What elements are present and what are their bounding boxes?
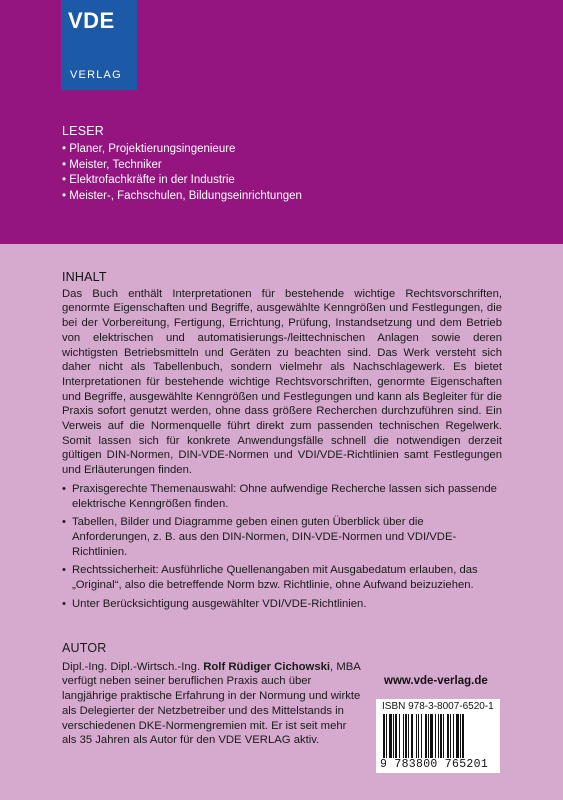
website-link[interactable]: www.vde-verlag.de <box>384 675 488 687</box>
leser-item: • Planer, Projektierungsingenieure <box>62 143 236 155</box>
inhalt-bullet: • Praxisgerechte Themenauswahl: Ohne aufwendige Recherche lassen sich passende elektrische Kenngrößen finden. <box>62 482 497 510</box>
logo-brand: VDE <box>68 8 115 33</box>
leser-heading: LESER <box>62 124 104 138</box>
leser-item: • Elektrofachkräfte in der Industrie <box>62 174 235 186</box>
barcode <box>376 699 500 773</box>
inhalt-bullet: • Tabellen, Bilder und Diagramme geben einen guten Überblick über die Anforderungen, z. B. aus den DIN-Normen, DIN-VDE-Normen und VDI/VDE-Richtlinien. <box>62 516 457 558</box>
autor-name: Rolf Rüdiger Cichowski <box>203 660 331 673</box>
barcode-bars <box>383 714 493 758</box>
inhalt-bullet: • Unter Berücksichtigung ausgewählter VDI/VDE-Richtlinien. <box>62 597 367 610</box>
inhalt-bullet: • Rechtssicherheit: Ausführliche Quellenangaben mit Ausgabedatum erlauben, das „Original“, also die betreffende Norm bzw. Richtlinie, ohne Aufwand beizuziehen. <box>62 564 478 592</box>
autor-heading: AUTOR <box>62 641 107 655</box>
autor-bio: Dipl.-Ing. Dipl.-Wirtsch.-Ing. Rolf Rüdiger Cichowski, MBA verfügt neben seiner beruflichen Praxis auch über langjährige praktische Erfahrung in der Normung und wirkte als Delegierter der Netzbetreiber und des Mittelstands in verschiedenen DKE-Normengremien mit. Er ist seit mehr als 35 Jahren als Autor für den VDE VERLAG aktiv. <box>62 660 361 747</box>
autor-section <box>62 641 362 748</box>
inhalt-heading: INHALT <box>62 270 107 284</box>
isbn-label: ISBN 978-3-8007-6520-1 <box>382 701 494 712</box>
leser-section <box>62 124 532 204</box>
inhalt-section <box>62 270 502 611</box>
top-band <box>0 0 563 244</box>
leser-item: • Meister-, Fachschulen, Bildungseinrichtungen <box>62 189 302 202</box>
logo-subtitle: VERLAG <box>70 69 122 81</box>
barcode-digits: 9 783800 765201 <box>380 758 489 771</box>
leser-item: • Meister, Techniker <box>62 158 162 171</box>
inhalt-paragraph: Das Buch enthält Interpretationen für bestehende wichtige Rechtsvorschriften, genormte Eigenschaften und Begriffe, ausgewählte Kenngrößen und Festlegungen, die bei der Vorbereitung, Fertigung, Errichtung, Prüfung, Instandsetzung und dem Betrieb von elektrischen und automatisierungs-/leittechnischen Anlagen sowie deren wichtigsten Betriebsmitteln und Geräten zu beachten sind. Das Werk versteht sich daher nicht als Tabellenbuch, sondern vielmehr als Nachschlagewerk. Es bietet Interpretationen für bestehende wichtige Rechtsvorschriften, genormte Eigenschaften und Begriffe, ausgewählte Kenngrößen und Festlegungen und kann als Begleiter für die Praxis sofort genutzt werden, ohne dass größere Recherchen durchzuführen sind. Ein Verweis auf die Normenquelle führt direkt zum passenden technischen Regelwerk. Somit lassen sich für konkrete Anwendungsfälle schnell die notwendigen derzeit gültigen DIN-Normen, DIN-VDE-Normen und VDI/VDE-Richtlinien samt Festlegungen und Erläuterungen finden. <box>62 287 502 477</box>
vde-logo <box>61 0 137 90</box>
